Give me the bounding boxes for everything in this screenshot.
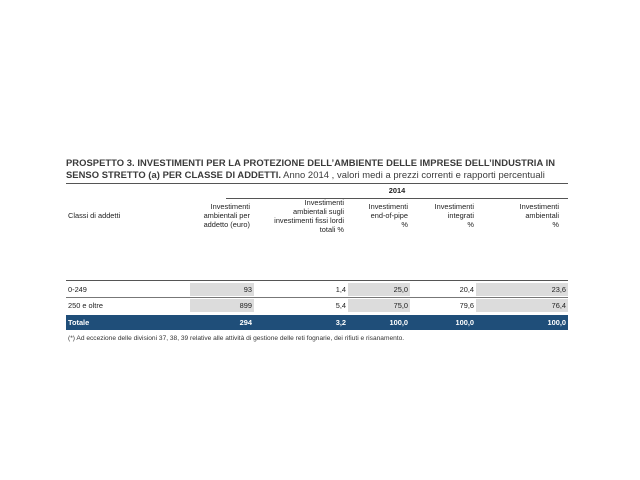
header-col-3-line-1: Investimenti	[368, 202, 408, 211]
row-label: 250 e oltre	[68, 301, 103, 310]
title-line-2	[66, 169, 568, 181]
header-col-4-line-2: integrati	[447, 211, 474, 220]
data-table	[66, 184, 568, 342]
table-row	[66, 283, 568, 297]
title-line-1: PROSPETTO 3. INVESTIMENTI PER LA PROTEZIONE DELL’AMBIENTE DELLE IMPRESE DELL’INDUSTRIA IN	[66, 157, 556, 168]
header-col-2-line-4: totali %	[319, 225, 344, 234]
title-line-2-bold: SENSO STRETTO (a) PER CLASSE DI ADDETTI.	[66, 169, 282, 180]
cell: 1,4	[335, 285, 346, 294]
header-col-5-line-3: %	[552, 220, 559, 229]
header-col-2-line-2: ambientali sugli	[293, 207, 344, 216]
header-class: Classi di addetti	[68, 211, 121, 220]
header-col-1-line-2: ambientali per	[203, 211, 250, 220]
year-header: 2014	[226, 184, 568, 199]
header-col-3-line-3: %	[401, 220, 408, 229]
cell: 75,0	[348, 299, 410, 312]
cell: 25,0	[348, 283, 410, 296]
header-col-2	[274, 198, 344, 234]
header-col-3-line-2: end-of-pipe	[370, 211, 408, 220]
cell: 20,4	[459, 285, 474, 294]
cell: 5,4	[335, 301, 346, 310]
total-label: Totale	[68, 318, 90, 327]
header-col-1-line-1: Investimenti	[210, 202, 250, 211]
total-row	[66, 315, 568, 330]
row-separator	[66, 297, 568, 298]
header-col-2-line-3: investimenti fissi lordi	[274, 216, 344, 225]
cell: 899	[190, 299, 254, 312]
total-cell: 3,2	[335, 318, 346, 327]
header-col-1-line-3: addetto (euro)	[203, 220, 250, 229]
header-col-3	[369, 202, 408, 229]
header-col-1	[204, 202, 250, 229]
header-col-5-line-1: Investimenti	[519, 202, 559, 211]
table-title	[66, 157, 568, 181]
cell: 23,6	[476, 283, 568, 296]
header-col-2-line-1: Investimenti	[304, 198, 344, 207]
header-col-4-line-3: %	[467, 220, 474, 229]
total-cell: 294	[239, 318, 252, 327]
cell: 76,4	[476, 299, 568, 312]
total-cell: 100,0	[389, 318, 408, 327]
cell: 79,6	[459, 301, 474, 310]
header-col-5	[520, 202, 559, 229]
header-col-4-line-1: Investimenti	[434, 202, 474, 211]
cell: 93	[190, 283, 254, 296]
header-col-5-line-2: ambientali	[525, 211, 559, 220]
total-cell: 100,0	[547, 318, 566, 327]
header-rule	[66, 280, 568, 281]
document-block	[66, 157, 568, 342]
total-cell: 100,0	[455, 318, 474, 327]
header-col-4	[435, 202, 474, 229]
table-row	[66, 299, 568, 313]
footnote: (*) Ad eccezione delle divisioni 37, 38, 39 relative alle attività di gestione delle reti fognarie, dei rifiuti e risanamento.	[68, 335, 405, 342]
title-line-2-rest: Anno 2014 , valori medi a prezzi correnti e rapporti percentuali	[281, 169, 545, 180]
row-label: 0-249	[68, 285, 87, 294]
